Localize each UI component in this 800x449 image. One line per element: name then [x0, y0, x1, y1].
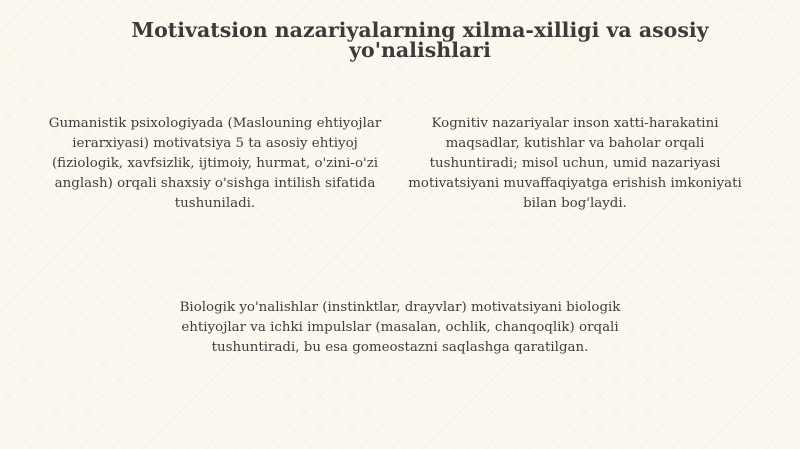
humanistic-theory-text: Gumanistik psixologiyada (Maslouning ehtiyojlar ierarxiyasi) motivatsiya 5 ta asosiy ehtiyoj (fiziologik, xavfsizlik, ijtimoiy, hurmat, o'zini-o'zi anglash) orqali shaxsiy o'sishga intilish sifatida tushuniladi. [48, 116, 382, 211]
cognitive-theory-text: Kognitiv nazariyalar inson xatti-harakatini maqsadlar, kutishlar va baholar orqali tushuntiradi; misol uchun, umid nazariyasi motivatsiyani muvaffaqiyatga erishish imkoniyati bilan bog'laydi. [408, 116, 742, 211]
slide-title: Motivatsion nazariyalarning xilma-xilligi va asosiy yo'nalishlari [131, 18, 709, 62]
biological-theory-text: Biologik yo'nalishlar (instinktlar, drayvlar) motivatsiyani biologik ehtiyojlar va ichki impulslar (masalan, ochlik, chanqoqlik) orqali tushuntiradi, bu esa gomeostazni saqlashga qaratilgan. [179, 300, 621, 355]
